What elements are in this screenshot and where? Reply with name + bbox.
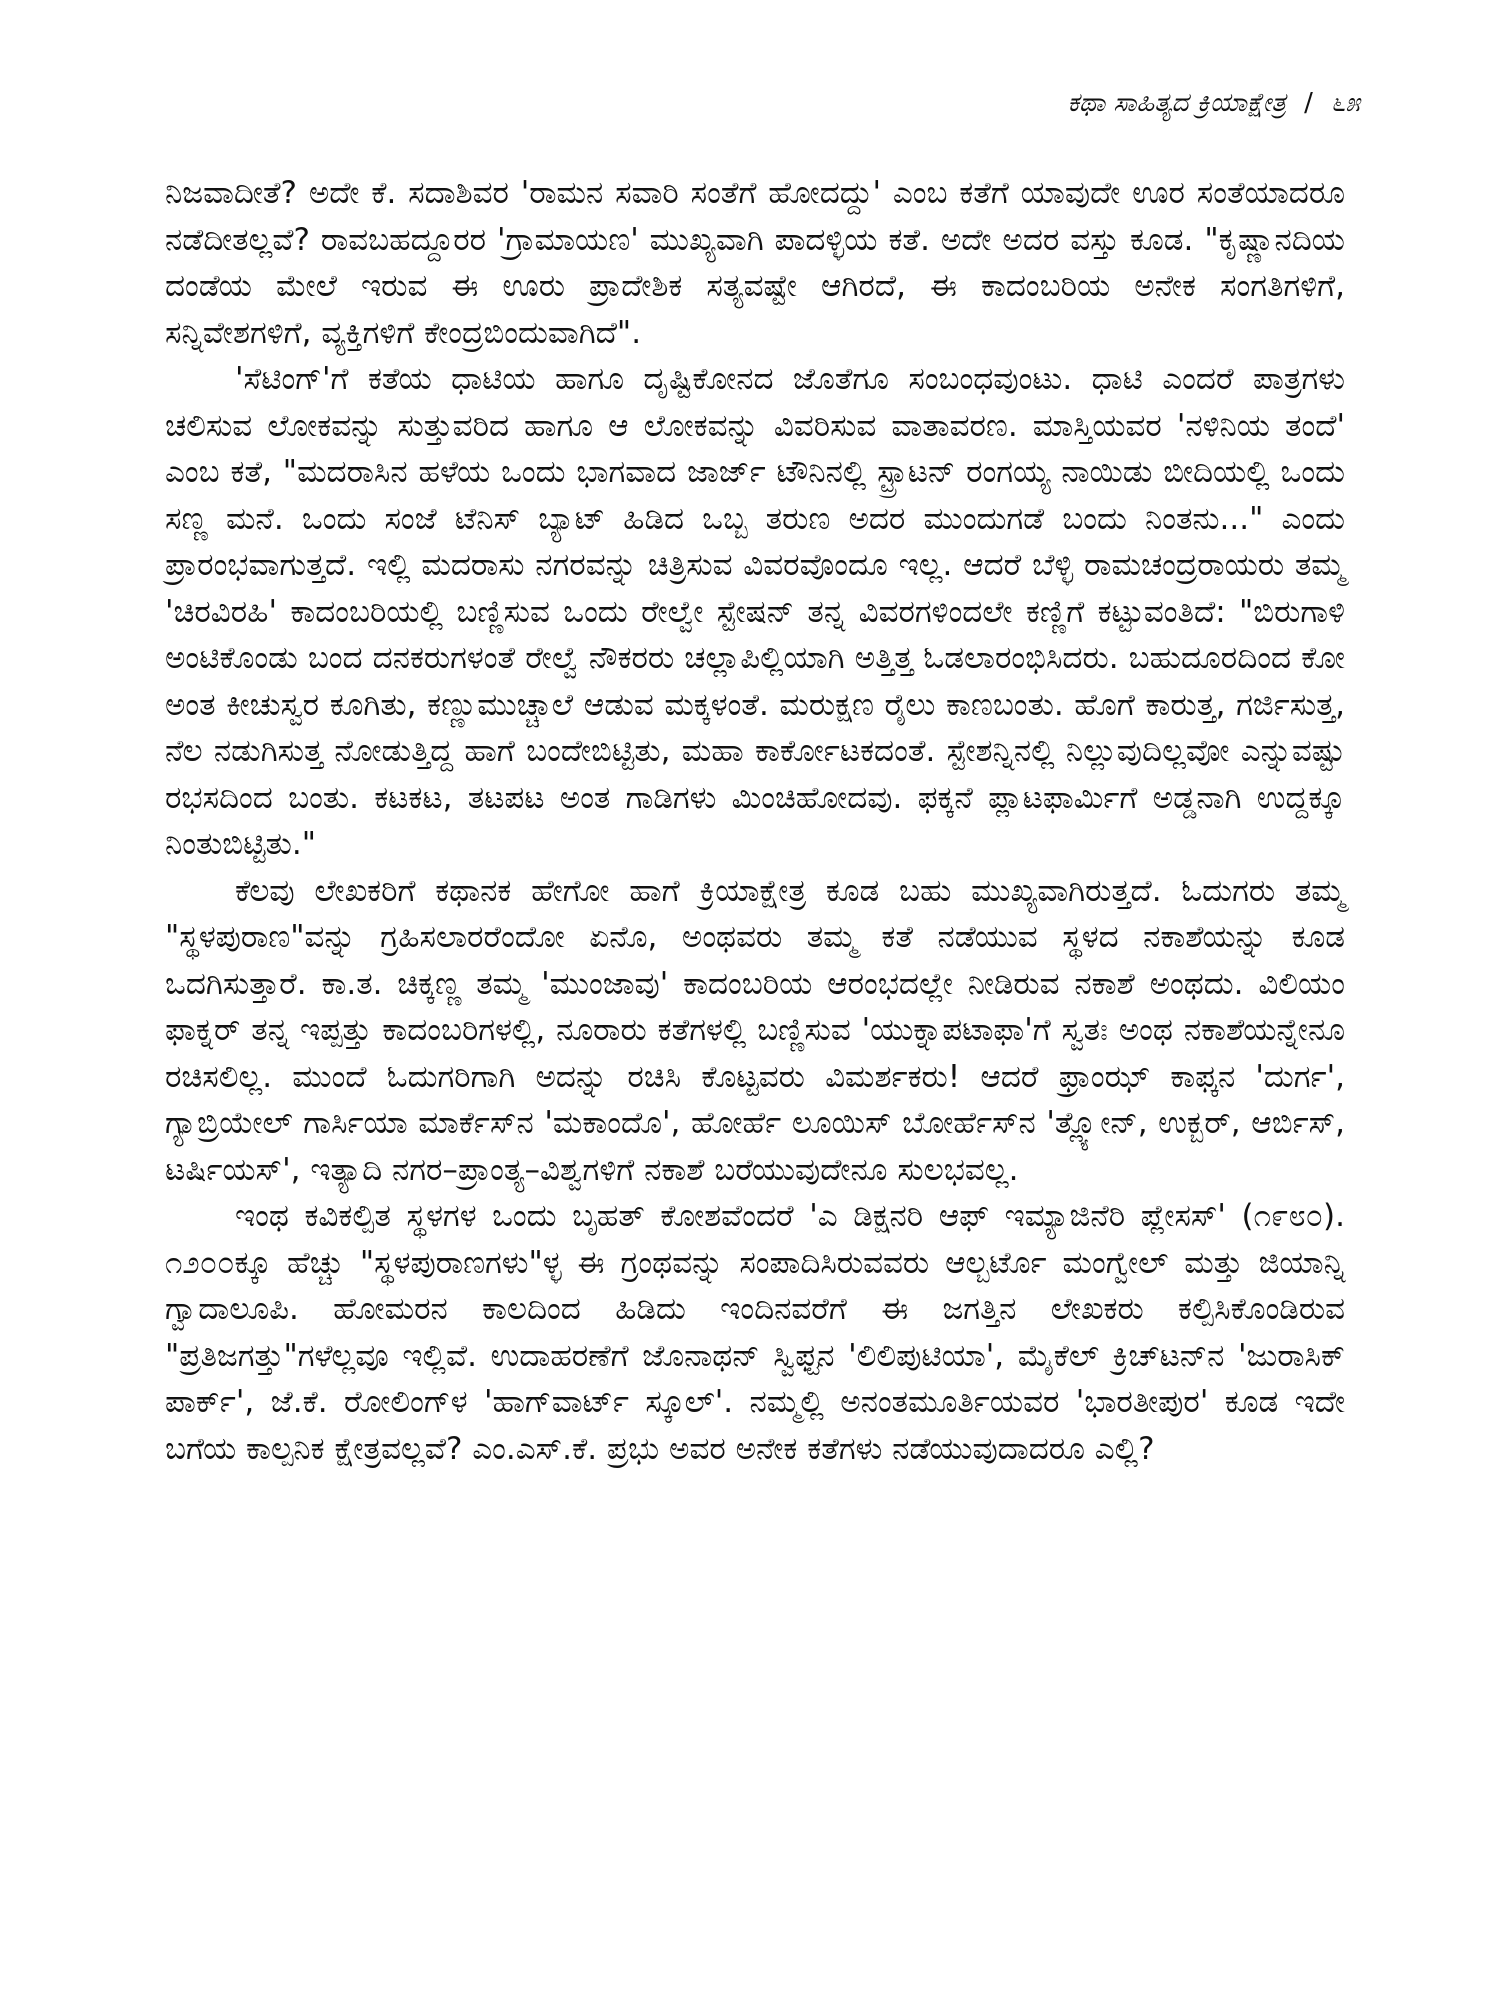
header-separator: / (1304, 88, 1313, 118)
page-number: ೬೫ (1330, 88, 1360, 118)
paragraph-4: ಇಂಥ ಕವಿಕಲ್ಪಿತ ಸ್ಥಳಗಳ ಒಂದು ಬೃಹತ್ ಕೋಶವೆಂದರೆ 'ಎ ಡಿಕ್ಷನರಿ ಆಫ್ ಇಮ್ಯಾಜಿನೆರಿ ಪ್ಲೇಸಸ್' (೧೯೮೦). ೧೨೦೦ಕ್ಕೂ ಹೆಚ್ಚು "ಸ್ಥಳಪುರಾಣಗಳು"ಳ್ಳ ಈ ಗ್ರಂಥವನ್ನು ಸಂಪಾದಿಸಿರುವವರು ಆಲ್ಬರ್ಟೊ ಮಂಗ್ವೇಲ್ ಮತ್ತು ಜಿಯಾನ್ನಿ ಗ್ವಾದಾಲೂಪಿ. ಹೋಮರನ ಕಾಲದಿಂದ ಹಿಡಿದು ಇಂದಿನವರೆಗೆ ಈ ಜಗತ್ತಿನ ಲೇಖಕರು ಕಲ್ಪಿಸಿಕೊಂಡಿರುವ "ಪ್ರತಿಜಗತ್ತು"ಗಳೆಲ್ಲವೂ ಇಲ್ಲಿವೆ. ಉದಾಹರಣೆಗೆ ಜೊನಾಥನ್ ಸ್ವಿಫ್ಟನ 'ಲಿಲಿಪುಟಿಯಾ', ಮೈಕೆಲ್ ಕ್ರಿಚ್‌ಟನ್‌ನ 'ಜುರಾಸಿಕ್ ಪಾರ್ಕ್', ಜೆ.ಕೆ. ರೋಲಿಂಗ್‌ಳ 'ಹಾಗ್‌ವಾರ್ಟ್ ಸ್ಕೂಲ್'. ನಮ್ಮಲ್ಲಿ ಅನಂತಮೂರ್ತಿಯವರ 'ಭಾರತೀಪುರ' ಕೂಡ ಇದೇ ಬಗೆಯ ಕಾಲ್ಪನಿಕ ಕ್ಷೇತ್ರವಲ್ಲವೆ? ಎಂ.ಎಸ್.ಕೆ. ಪ್ರಭು ಅವರ ಅನೇಕ ಕತೆಗಳು ನಡೆಯುವುದಾದರೂ ಎಲ್ಲಿ? (165, 1198, 1345, 1467)
paragraph-2: 'ಸೆಟಿಂಗ್'ಗೆ ಕತೆಯ ಧಾಟಿಯ ಹಾಗೂ ದೃಷ್ಟಿಕೋನದ ಜೊತೆಗೂ ಸಂಬಂಧವುಂಟು. ಧಾಟಿ ಎಂದರೆ ಪಾತ್ರಗಳು ಚಲಿಸುವ ಲೋಕವನ್ನು ಸುತ್ತುವರಿದ ಹಾಗೂ ಆ ಲೋಕವನ್ನು ವಿವರಿಸುವ ವಾತಾವರಣ. ಮಾಸ್ತಿಯವರ 'ನಳಿನಿಯ ತಂದೆ' ಎಂಬ ಕತೆ, "ಮದರಾಸಿನ ಹಳೆಯ ಒಂದು ಭಾಗವಾದ ಜಾರ್ಜ್ ಟೌನಿನಲ್ಲಿ ಸ್ಟ್ರಾಟನ್ ರಂಗಯ್ಯ ನಾಯಿಡು ಬೀದಿಯಲ್ಲಿ ಒಂದು ಸಣ್ಣ ಮನೆ. ಒಂದು ಸಂಜೆ ಟೆನಿಸ್ ಬ್ಯಾಟ್ ಹಿಡಿದ ಒಬ್ಬ ತರುಣ ಅದರ ಮುಂದುಗಡೆ ಬಂದು ನಿಂತನು..." ಎಂದು ಪ್ರಾರಂಭವಾಗುತ್ತದೆ. ಇಲ್ಲಿ ಮದರಾಸು ನಗರವನ್ನು ಚಿತ್ರಿಸುವ ವಿವರವೊಂದೂ ಇಲ್ಲ. ಆದರೆ ಬೆಳ್ಳಿ ರಾಮಚಂದ್ರರಾಯರು ತಮ್ಮ 'ಚಿರವಿರಹಿ' ಕಾದಂಬರಿಯಲ್ಲಿ ಬಣ್ಣಿಸುವ ಒಂದು ರೇಲ್ವೇ ಸ್ಟೇಷನ್ ತನ್ನ ವಿವರಗಳಿಂದಲೇ ಕಣ್ಣಿಗೆ ಕಟ್ಟುವಂತಿದೆ: "ಬಿರುಗಾಳಿ ಅಂಟಿಕೊಂಡು ಬಂದ ದನಕರುಗಳಂತೆ ರೇಲ್ವೆ ನೌಕರರು ಚಲ್ಲಾಪಿಲ್ಲಿಯಾಗಿ ಅತ್ತಿತ್ತ ಓಡಲಾರಂಭಿಸಿದರು. ಬಹುದೂರದಿಂದ ಕೋ ಅಂತ ಕೀಚುಸ್ವರ ಕೂಗಿತು, ಕಣ್ಣುಮುಚ್ಚಾಲೆ ಆಡುವ ಮಕ್ಕಳಂತೆ. ಮರುಕ್ಷಣ ರೈಲು ಕಾಣಬಂತು. ಹೊಗೆ ಕಾರುತ್ತ, ಗರ್ಜಿಸುತ್ತ, ನೆಲ ನಡುಗಿಸುತ್ತ ನೋಡುತ್ತಿದ್ದ ಹಾಗೆ ಬಂದೇಬಿಟ್ಟಿತು, ಮಹಾ ಕಾರ್ಕೋಟಕದಂತೆ. ಸ್ಟೇಶನ್ನಿನಲ್ಲಿ ನಿಲ್ಲುವುದಿಲ್ಲವೋ ಎನ್ನುವಷ್ಟು ರಭಸದಿಂದ ಬಂತು. ಕಟಕಟ, ತಟಪಟ ಅಂತ ಗಾಡಿಗಳು ಮಿಂಚಿಹೋದವು. ಫಕ್ಕನೆ ಪ್ಲಾಟಫಾರ್ಮಿಗೆ ಅಡ್ಡನಾಗಿ ಉದ್ದಕ್ಕೂ ನಿಂತುಬಿಟ್ಟಿತು." (165, 361, 1345, 862)
chapter-title: ಕಥಾ ಸಾಹಿತ್ಯದ ಕ್ರಿಯಾಕ್ಷೇತ್ರ (1067, 88, 1287, 118)
body-text (165, 170, 1345, 1472)
running-header (1067, 88, 1360, 119)
paragraph-1: ನಿಜವಾದೀತೆ? ಅದೇ ಕೆ. ಸದಾಶಿವರ 'ರಾಮನ ಸವಾರಿ ಸಂತೆಗೆ ಹೋದದ್ದು' ಎಂಬ ಕತೆಗೆ ಯಾವುದೇ ಊರ ಸಂತೆಯಾದರೂ ನಡೆದೀತಲ್ಲವೆ? ರಾವಬಹದ್ದೂರರ 'ಗ್ರಾಮಾಯಣ' ಮುಖ್ಯವಾಗಿ ಪಾದಳ್ಳಿಯ ಕತೆ. ಅದೇ ಅದರ ವಸ್ತು ಕೂಡ. "ಕೃಷ್ಣಾನದಿಯ ದಂಡೆಯ ಮೇಲೆ ಇರುವ ಈ ಊರು ಪ್ರಾದೇಶಿಕ ಸತ್ಯವಷ್ಟೇ ಆಗಿರದೆ, ಈ ಕಾದಂಬರಿಯ ಅನೇಕ ಸಂಗತಿಗಳಿಗೆ, ಸನ್ನಿವೇಶಗಳಿಗೆ, ವ್ಯಕ್ತಿಗಳಿಗೆ ಕೇಂದ್ರಬಿಂದುವಾಗಿದೆ". (165, 175, 1345, 351)
paragraph-3: ಕೆಲವು ಲೇಖಕರಿಗೆ ಕಥಾನಕ ಹೇಗೋ ಹಾಗೆ ಕ್ರಿಯಾಕ್ಷೇತ್ರ ಕೂಡ ಬಹು ಮುಖ್ಯವಾಗಿರುತ್ತದೆ. ಓದುಗರು ತಮ್ಮ "ಸ್ಥಳಪುರಾಣ"ವನ್ನು ಗ್ರಹಿಸಲಾರರೆಂದೋ ಏನೊ, ಅಂಥವರು ತಮ್ಮ ಕತೆ ನಡೆಯುವ ಸ್ಥಳದ ನಕಾಶೆಯನ್ನು ಕೂಡ ಒದಗಿಸುತ್ತಾರೆ. ಕಾ.ತ. ಚಿಕ್ಕಣ್ಣ ತಮ್ಮ 'ಮುಂಜಾವು' ಕಾದಂಬರಿಯ ಆರಂಭದಲ್ಲೇ ನೀಡಿರುವ ನಕಾಶೆ ಅಂಥದು. ವಿಲಿಯಂ ಫಾಕ್ನರ್ ತನ್ನ ಇಪ್ಪತ್ತು ಕಾದಂಬರಿಗಳಲ್ಲಿ, ನೂರಾರು ಕತೆಗಳಲ್ಲಿ ಬಣ್ಣಿಸುವ 'ಯುಕ್ನಾಪಟಾಫಾ'ಗೆ ಸ್ವತಃ ಅಂಥ ನಕಾಶೆಯನ್ನೇನೂ ರಚಿಸಲಿಲ್ಲ. ಮುಂದೆ ಓದುಗರಿಗಾಗಿ ಅದನ್ನು ರಚಿಸಿ ಕೊಟ್ಟವರು ವಿಮರ್ಶಕರು! ಆದರೆ ಫ್ರಾಂಝ್ ಕಾಫ್ಕನ 'ದುರ್ಗ', ಗ್ಯಾಬ್ರಿಯೇಲ್ ಗಾರ್ಸಿಯಾ ಮಾರ್ಕೆಸ್‌ನ 'ಮಕಾಂದೊ', ಹೋರ್ಹೆ ಲೂಯಿಸ್ ಬೋರ್ಹೆಸ್‌ನ 'ತ್ಲ್ಯೋನ್, ಉಕ್ಬರ್, ಆರ್ಬಿಸ್, ಟರ್ಷಿಯಸ್', ಇತ್ಯಾದಿ ನಗರ–ಪ್ರಾಂತ್ಯ–ವಿಶ್ವಗಳಿಗೆ ನಕಾಶೆ ಬರೆಯುವುದೇನೂ ಸುಲಭವಲ್ಲ. (165, 872, 1345, 1188)
